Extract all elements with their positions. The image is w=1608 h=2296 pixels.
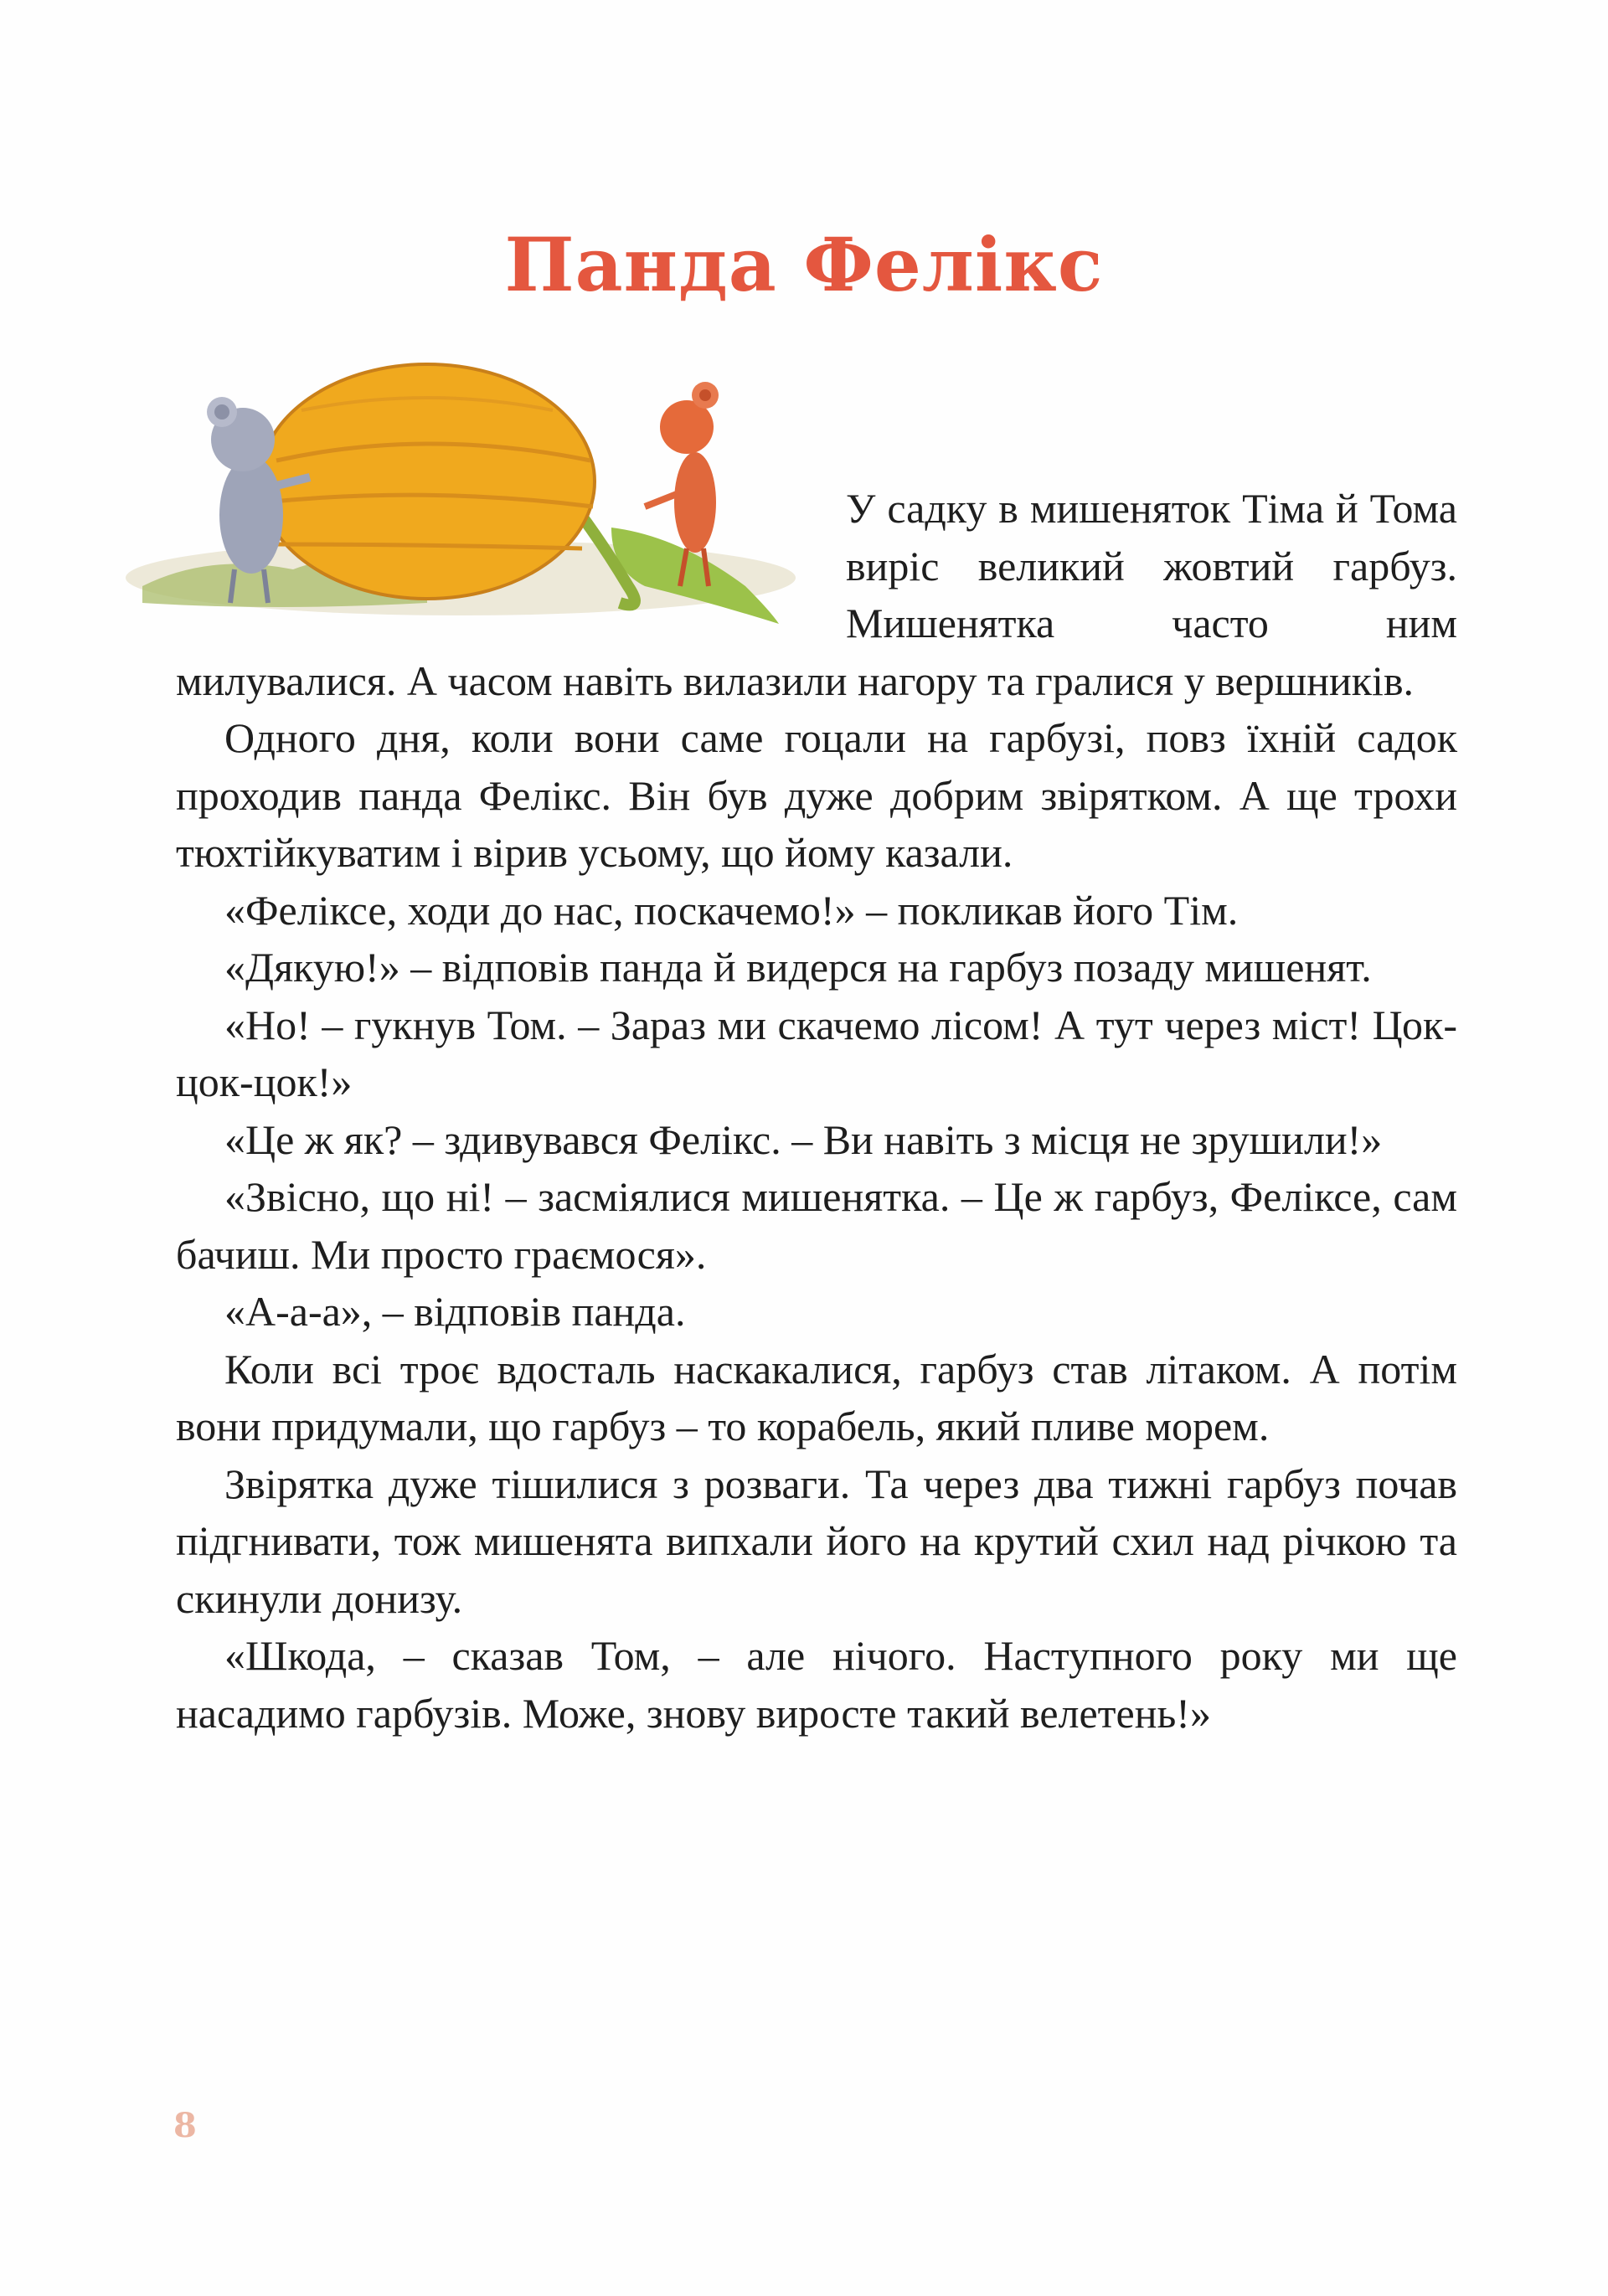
- paragraph: «Шкода, – сказав Том, – але нічого. Наступного року ми ще насадимо гарбузів. Може, знову виросте такий велетень!»: [176, 1632, 1457, 1737]
- paragraph: «Дякую!» – відповів панда й видерся на гарбуз позаду мишенят.: [224, 944, 1372, 991]
- paragraph: «Звісно, що ні! – засміялися мишенятка. – Це ж гарбуз, Феліксе, сам бачиш. Ми просто граємося».: [176, 1173, 1457, 1278]
- paragraph: Звірятка дуже тішилися з розваги. Та через два тижні гарбуз почав підгнивати, тож мишенята випхали його на крутий схил над річкою та скинули донизу.: [176, 1459, 1457, 1622]
- story-text: [176, 480, 1457, 1742]
- paragraph: «Феліксе, ходи до нас, поскачемо!» – покликав його Тім.: [224, 886, 1239, 934]
- page-number: 8: [173, 2106, 197, 2145]
- paragraph: «Но! – гукнув Том. – Зараз ми скачемо лісом! А тут через міст! Цок-цок-цок!»: [176, 1001, 1457, 1105]
- paragraph: У садку в мишеняток Тіма й Тома виріс великий жовтий гарбуз. Мишенятка часто ним милувалися. А часом навіть вилазили нагору та гралися у вершників.: [176, 485, 1457, 704]
- page-title: Панда Фелікс: [504, 220, 1104, 308]
- paragraph: Коли всі троє вдосталь наскакалися, гарбуз став літаком. А потім вони придумали, що гарбуз – то корабель, який пливе морем.: [176, 1345, 1457, 1449]
- paragraph: «Це ж як? – здивувався Фелікс. – Ви навіть з місця не зрушили!»: [224, 1115, 1383, 1163]
- illustration-float-spacer: [176, 480, 846, 651]
- paragraph: «А-а-а», – відповів панда.: [224, 1288, 686, 1335]
- paragraph: Одного дня, коли вони саме гоцали на гарбузі, повз їхній садок проходив панда Фелікс. Він був дуже добрим звірятком. А ще трохи тюхтійкуватим і вірив усьому, що йому казали.: [176, 714, 1457, 876]
